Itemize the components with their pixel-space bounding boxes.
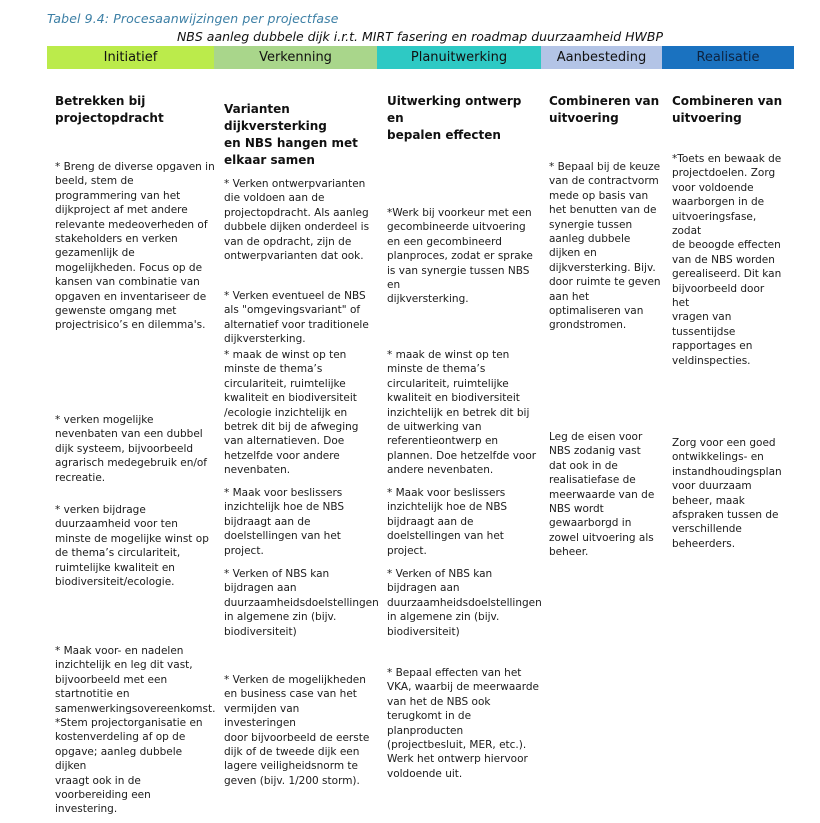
cell-verkenning-2: * Verken eventueel de NBS als "omgevingsvariant" of alternatief voor traditionele dijkversterking. [224,290,369,346]
phase-verkenning: Verkenning [214,46,377,69]
heading-aanbesteding: Combineren van uitvoering [549,94,660,125]
cell-verkenning-5: * Verken of NBS kan bijdragen aan duurzaamheidsdoelstellingen in algemene zin (bijv. biodiversiteit) [224,568,379,638]
phase-realisatie: Realisatie [662,46,794,69]
phase-planuitwerking: Planuitwerking [377,46,541,69]
cell-planuitwerking-3: * Maak voor beslissers inzichtelijk hoe de NBS bijdraagt aan de doelstellingen van het project. [387,487,508,557]
heading-planuitwerking: Uitwerking ontwerp en bepalen effecten [387,94,522,142]
cell-planuitwerking-1: *Werk bij voorkeur met een gecombineerde uitvoering en een gecombineerd planproces, zodat er sprake is van synergie tussen NBS en dijkversterking. [387,207,533,306]
cell-aanbesteding-1: * Bepaal bij de keuze van de contractvorm mede op basis van het benutten van de synergie tussen aanleg dubbele dijken en dijkversterking. Bijv. door ruimte te geven aan het optimaliseren van grondstromen. [549,161,661,332]
phase-aanbesteding: Aanbesteding [541,46,662,69]
table-subtitle: NBS aanleg dubbele dijk i.r.t. MIRT fasering en roadmap duurzaamheid HWBP [176,29,664,44]
cell-verkenning-1: * Verken ontwerpvarianten die voldoen aan de projectopdracht. Als aanleg dubbele dijken onderdeel is van de opdracht, zijn de ontwerpvarianten dat ook. [224,178,370,263]
cell-aanbesteding-2: Leg de eisen voor NBS zodanig vast dat ook in de realisatiefase de meerwaarde van de NBS wordt gewaarborgd in zowel uitvoering als beheer. [549,431,655,559]
cell-initiatief-2: * verken mogelijke nevenbaten van een dubbel dijk systeem, bijvoorbeeld agrarisch medegebruik en/of recreatie. [55,414,208,484]
phase-header-row [47,46,794,69]
cell-verkenning-4: * Maak voor beslissers inzichtelijk hoe de NBS bijdraagt aan de doelstellingen van het project. [224,487,345,557]
heading-verkenning: Varianten dijkversterking en NBS hangen met elkaar samen [224,102,358,167]
cell-planuitwerking-2: * maak de winst op ten minste de thema’s circulariteit, ruimtelijke kwaliteit en biodiversiteit inzichtelijk en betrek dit bij de uitwerking van referentieontwerp en plannen. Doe hetzelfde voor andere nevenbaten. [387,349,537,477]
cell-verkenning-3: * maak de winst op ten minste de thema’s circulariteit, ruimtelijke kwaliteit en biodiversiteit /ecologie inzichtelijk en betrek dit bij de afweging van alternatieven. Doe hetzelfde voor andere nevenbaten. [224,349,359,477]
cell-realisatie-2: Zorg voor een goed ontwikkelings- en instandhoudingsplan voor duurzaam beheer, maak afspraken tussen de verschillende beheerders. [672,437,782,550]
heading-realisatie: Combineren van uitvoering [672,94,783,125]
cell-realisatie-1: *Toets en bewaak de projectdoelen. Zorg voor voldoende waarborgen in de uitvoeringsfase, zodat de beoogde effecten van de NBS worden gerealiseerd. Dit kan bijvoorbeeld door het vragen van tussentijdse rapportages en veldinspecties. [672,153,782,367]
cell-planuitwerking-5: * Bepaal effecten van het VKA, waarbij de meerwaarde van het de NBS ook terugkomt in de planproducten (projectbesluit, MER, etc.). Werk het ontwerp hiervoor voldoende uit. [387,667,539,780]
cell-initiatief-3: * verken bijdrage duurzaamheid voor ten minste de mogelijke winst op de thema’s circulariteit, ruimtelijke kwaliteit en biodiversiteit/ecologie. [55,504,209,589]
table-caption: Tabel 9.4: Procesaanwijzingen per projectfase [47,11,339,26]
cell-verkenning-6: * Verken de mogelijkheden en business case van het vermijden van investeringen door bijvoorbeeld de eerste dijk of de tweede dijk een lagere veiligheidsnorm te geven (bijv. 1/200 storm). [224,674,370,787]
cell-planuitwerking-4: * Verken of NBS kan bijdragen aan duurzaamheidsdoelstellingen in algemene zin (bijv. biodiversiteit) [387,568,542,638]
heading-initiatief: Betrekken bij projectopdracht [55,94,164,125]
cell-initiatief-1: * Breng de diverse opgaven in beeld, stem de programmering van het dijkproject af met andere relevante medeoverheden of stakeholders en verken gezamenlijk de mogelijkheden. Focus op de kansen van combinatie van opgaven en inventariseer de gewenste omgang met projectrisico’s en dilemma's. [55,161,215,332]
phase-initiatief: Initiatief [47,46,214,69]
cell-initiatief-4: * Maak voor- en nadelen inzichtelijk en leg dit vast, bijvoorbeeld met een startnotitie en samenwerkingsovereenkomst. *Stem projectorganisatie en kostenverdeling af op de opgave; aanleg dubbele dijken vraagt ook in de voorbereiding een investering. [55,645,216,816]
